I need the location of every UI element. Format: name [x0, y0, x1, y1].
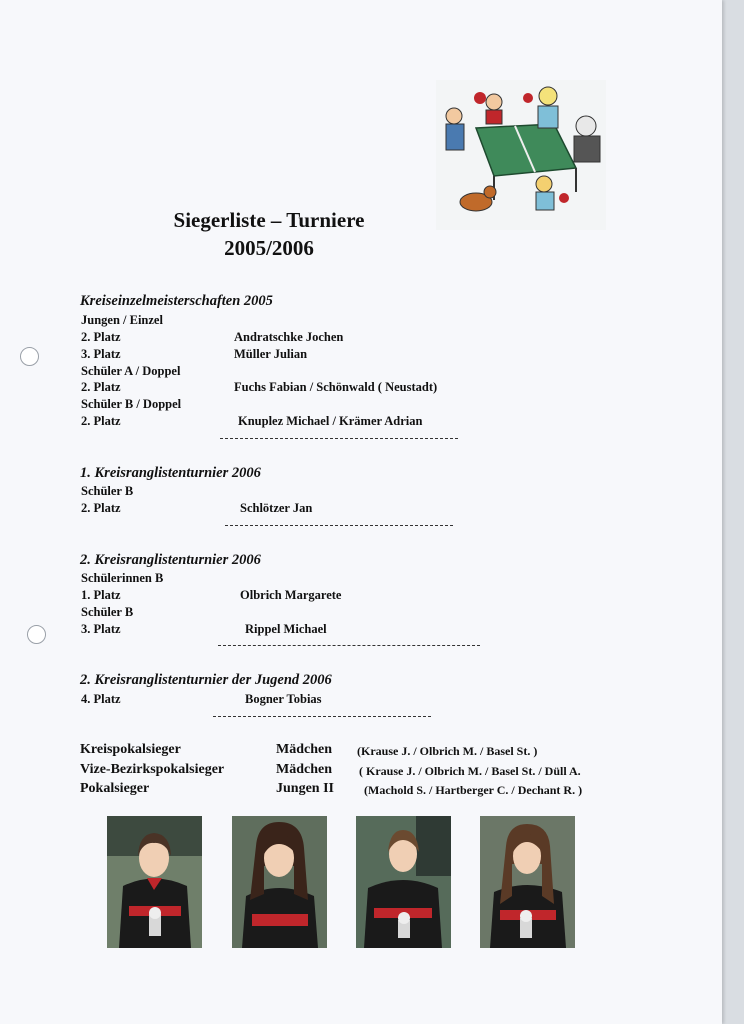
place-label: 2. Platz	[81, 380, 121, 394]
category-label: Schülerinnen B	[81, 571, 164, 585]
divider	[220, 438, 458, 439]
place-label: 3. Platz	[81, 347, 121, 361]
section-title: 1. Kreisranglistenturnier 2006	[80, 465, 261, 481]
punch-hole	[27, 625, 46, 644]
place-label: 2. Platz	[81, 501, 121, 515]
winner-name: Rippel Michael	[245, 622, 327, 636]
cup-label: Vize-Bezirkspokalsieger	[80, 762, 225, 777]
winner-name: Müller Julian	[234, 347, 308, 361]
player-photo	[107, 816, 202, 948]
table-tennis-clipart	[436, 80, 606, 230]
category-label: Jungen / Einzel	[81, 313, 163, 327]
cup-team: Jungen II	[276, 781, 334, 796]
player-photo	[356, 816, 451, 948]
winner-name: Andratschke Jochen	[234, 330, 344, 344]
cup-team: Mädchen	[276, 762, 332, 777]
place-label: 1. Platz	[81, 588, 121, 602]
cup-label: Pokalsieger	[80, 781, 150, 796]
divider	[225, 525, 453, 526]
winner-name: Fuchs Fabian / Schönwald ( Neustadt)	[234, 380, 438, 394]
winner-name: Knuplez Michael / Krämer Adrian	[238, 414, 423, 428]
category-label: Schüler B / Doppel	[81, 397, 182, 411]
cup-names: ( Krause J. / Olbrich M. / Basel St. / Düll A.	[359, 764, 581, 778]
divider	[218, 645, 480, 646]
page-subtitle-year: 2005/2006	[224, 236, 314, 260]
divider	[213, 716, 431, 717]
page-title: Siegerliste – Turniere	[173, 208, 365, 232]
section-title: 2. Kreisranglistenturnier der Jugend 2006	[80, 672, 332, 688]
place-label: 3. Platz	[81, 622, 121, 636]
category-label: Schüler A / Doppel	[81, 364, 181, 378]
place-label: 4. Platz	[81, 692, 121, 706]
section-title: Kreiseinzelmeisterschaften 2005	[80, 293, 273, 309]
section-title: 2. Kreisranglistenturnier 2006	[80, 552, 261, 568]
category-label: Schüler B	[81, 484, 134, 498]
place-label: 2. Platz	[81, 414, 121, 428]
cup-names: (Krause J. / Olbrich M. / Basel St. )	[357, 744, 538, 758]
player-photo	[480, 816, 575, 948]
cup-names: (Machold S. / Hartberger C. / Dechant R. )	[364, 783, 583, 797]
player-photo	[232, 816, 327, 948]
punch-hole	[20, 347, 39, 366]
cup-label: Kreispokalsieger	[80, 742, 181, 757]
cup-team: Mädchen	[276, 742, 332, 757]
winner-name: Olbrich Margarete	[240, 588, 342, 602]
winner-name: Bogner Tobias	[245, 692, 322, 706]
category-label: Schüler B	[81, 605, 134, 619]
winner-name: Schlötzer Jan	[240, 501, 313, 515]
place-label: 2. Platz	[81, 330, 121, 344]
